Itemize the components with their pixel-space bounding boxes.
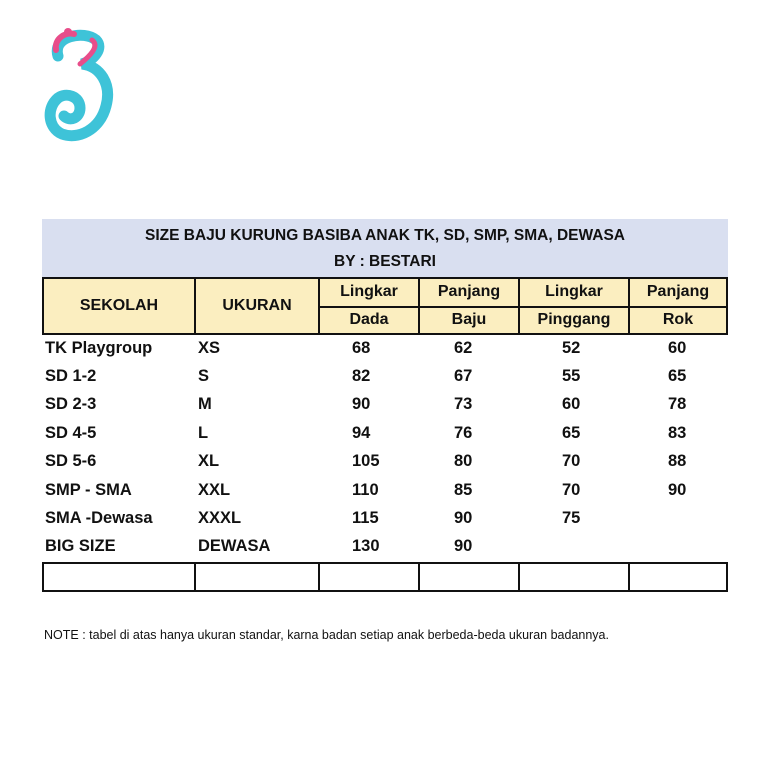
cell-sekolah: SMP - SMA (45, 481, 132, 499)
header-panjang-baju-top: Panjang (437, 283, 501, 300)
footnote: NOTE : tabel di atas hanya ukuran standar, karna badan setiap anak berbeda-beda ukuran badannya. (44, 628, 609, 642)
cell-dada: 105 (352, 452, 380, 470)
cell-rok: 90 (668, 481, 687, 499)
cell-dada: 90 (352, 395, 371, 413)
cell-sekolah: SD 4-5 (45, 424, 97, 442)
cell-baju: 76 (454, 424, 473, 442)
title-band (42, 219, 728, 277)
table-row (42, 391, 728, 419)
cell-pinggang: 65 (562, 424, 581, 442)
cell-dada: 110 (352, 481, 379, 499)
cell-ukuran: DEWASA (198, 537, 271, 555)
cell-rok: 88 (668, 452, 687, 470)
table-subtitle: BY : BESTARI (334, 253, 436, 270)
table-title: SIZE BAJU KURUNG BASIBA ANAK TK, SD, SMP, SMA, DEWASA (145, 227, 625, 244)
cell-pinggang: 55 (562, 367, 581, 385)
header-lingkar-pinggang-top: Lingkar (545, 283, 603, 300)
cell-ukuran: XXXL (198, 509, 242, 527)
cell-dada: 82 (352, 367, 371, 385)
cell-ukuran: M (198, 395, 212, 413)
cell-sekolah: TK Playgroup (45, 339, 153, 357)
cell-rok: 65 (668, 367, 687, 385)
table-row (42, 505, 728, 533)
header-panjang-baju-bottom: Baju (451, 311, 487, 328)
cell-sekolah: SMA -Dewasa (45, 509, 153, 527)
cell-baju: 62 (454, 339, 473, 357)
brand-logo-icon (44, 26, 120, 144)
cell-baju: 85 (454, 481, 473, 499)
cell-pinggang: 70 (562, 452, 581, 470)
table-row (42, 477, 728, 505)
cell-baju: 80 (454, 452, 473, 470)
cell-ukuran: XS (198, 339, 221, 357)
cell-dada: 94 (352, 424, 371, 442)
cell-pinggang: 52 (562, 339, 581, 357)
cell-rok: 83 (668, 424, 687, 442)
cell-rok: 60 (668, 339, 687, 357)
header-lingkar-dada-bottom: Dada (349, 311, 389, 328)
header-sekolah: SEKOLAH (79, 297, 159, 314)
table-row (42, 363, 728, 391)
cell-sekolah: SD 2-3 (45, 395, 97, 413)
table-row (42, 533, 728, 561)
table-body (42, 335, 728, 592)
table-row (42, 448, 728, 476)
cell-pinggang: 70 (562, 481, 581, 499)
cell-ukuran: S (198, 367, 210, 385)
cell-dada: 68 (352, 339, 371, 357)
cell-rok: 78 (668, 395, 687, 413)
cell-baju: 90 (454, 537, 473, 555)
cell-ukuran: XXL (198, 481, 231, 499)
table-row (42, 420, 728, 448)
cell-sekolah: SD 5-6 (45, 452, 97, 470)
header-lingkar-pinggang-bottom: Pinggang (537, 311, 611, 328)
table-header (42, 277, 728, 335)
cell-sekolah: BIG SIZE (45, 537, 116, 555)
cell-ukuran: L (198, 424, 209, 442)
cell-pinggang: 75 (562, 509, 581, 527)
cell-pinggang: 60 (562, 395, 581, 413)
header-panjang-rok-bottom: Rok (662, 311, 694, 328)
header-ukuran: UKURAN (222, 297, 292, 314)
table-row (42, 335, 728, 363)
cell-baju: 90 (454, 509, 473, 527)
cell-ukuran: XL (198, 452, 220, 470)
cell-sekolah: SD 1-2 (45, 367, 97, 385)
cell-baju: 73 (454, 395, 473, 413)
header-lingkar-dada-top: Lingkar (340, 283, 398, 300)
empty-table-row (42, 562, 728, 592)
cell-dada: 130 (352, 537, 380, 555)
cell-dada: 115 (352, 509, 379, 527)
cell-baju: 67 (454, 367, 473, 385)
header-panjang-rok-top: Panjang (646, 283, 710, 300)
